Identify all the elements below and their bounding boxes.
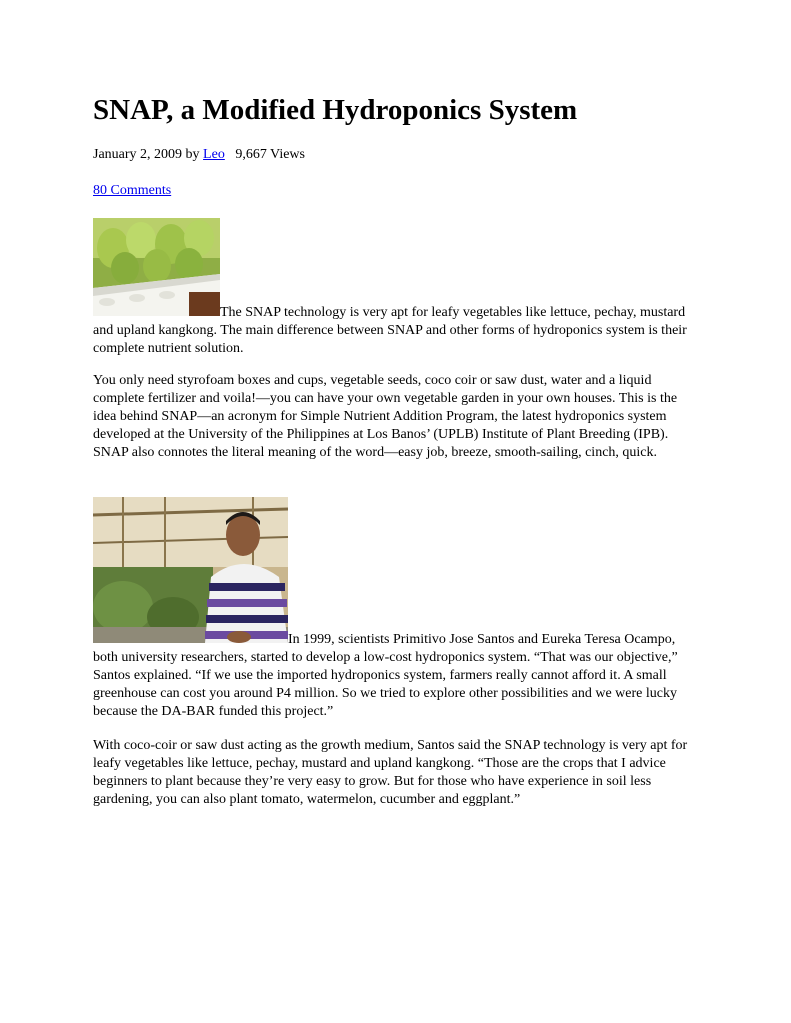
researcher-in-greenhouse-image [93, 497, 288, 643]
paragraph-3 [93, 497, 703, 721]
article-meta [93, 146, 305, 164]
view-count: 9,667 Views [235, 147, 305, 162]
comments-row [93, 182, 171, 200]
paragraph-2: You only need styrofoam boxes and cups, vegetable seeds, coco coir or saw dust, water and a liquid complete fertilizer and voila!—you can have your own vegetable garden in your own houses. This is the idea behind SNAP—an acronym for Simple Nutrient Addition Program, the latest hydroponics system developed at the University of the Philippines at Los Banos’ (UPLB) Institute of Plant Breeding (IPB). SNAP also connotes the literal meaning of the word—easy job, breeze, smooth-sailing, cinch, quick. [93, 373, 678, 460]
lettuce-seedlings-image [93, 218, 220, 316]
paragraph-4: With coco-coir or saw dust acting as the growth medium, Santos said the SNAP technology is very apt for leafy vegetables like lettuce, pechay, mustard and upland kangkong. “Those are the crops that I advice beginners to plant because they’re very easy to grow. But for those who have experience in soil less gardening, you can also plant tomato, watermelon, cucumber and eggplant.” [93, 738, 688, 807]
author-link[interactable]: Leo [203, 147, 225, 162]
paragraph-1-text: The SNAP technology is very apt for leafy vegetables like lettuce, pechay, mustard and upland kangkong. The main difference between SNAP and other forms of hydroponics system is their complete nutrient solution. [93, 305, 687, 356]
article-date: January 2, 2009 [93, 147, 183, 162]
byline-by: by [185, 147, 200, 162]
comments-link[interactable]: 80 Comments [93, 183, 172, 198]
paragraph-1 [93, 218, 703, 358]
paragraph-3-text: In 1999, scientists Primitivo Jose Santos and Eureka Teresa Ocampo, both university researchers, started to develop a low-cost hydroponics system. “That was our objective,” Santos explained. “If we use the imported hydroponics system, farmers really cannot afford it. A small greenhouse can cost you around P4 million. So we tried to explore other possibilities and we were lucky because the DA-BAR funded this project.” [93, 632, 678, 719]
article-title: SNAP, a Modified Hydroponics System [93, 94, 578, 126]
